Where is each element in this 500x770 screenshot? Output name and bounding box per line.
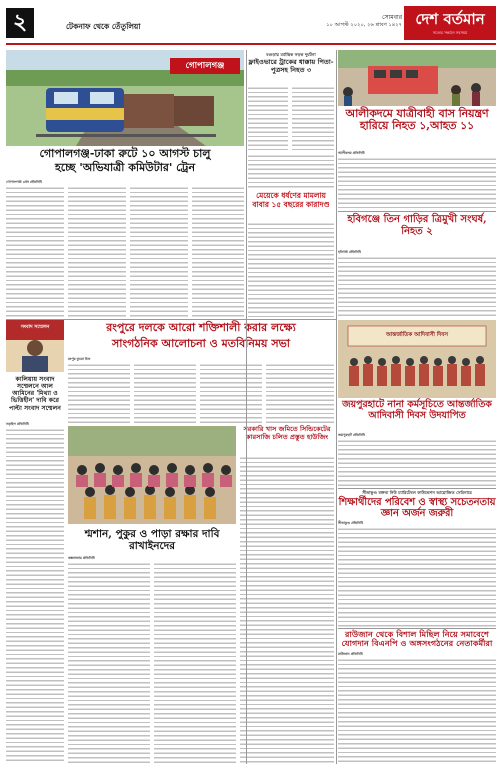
rangpur-body-col2 [134,363,196,423]
gopalganj-headline-2: হচ্ছে 'অভিযাত্রী কমিউটার' ট্রেন [54,161,196,174]
cremation-headline: শ্মশান, পুকুর ও পাড়া রক্ষার দাবি রাখাইনদের [84,528,220,553]
indigenous-day-photo [338,320,496,398]
education-body [338,527,496,627]
bogura-headline: ফ্লাইওভারে ট্রাকের ধাক্কায় পিতা-পুত্রসহ নিহত ৩ [248,58,334,74]
gopalganj-byline: গোপালগঞ্জ প্রেস প্রতিনিধি [6,180,42,184]
rakhine-protest-photo [68,426,236,524]
logo-tagline: সত্যের সন্ধানে সবসময় [432,30,468,35]
bogura-body-2 [292,86,334,150]
ration-headline: সরকারি খাস জমিতে সিন্ডিকেটের কারসাজি চলিত প্রস্তুত হাউজিং [243,425,331,441]
cremation-body-col2 [154,562,236,764]
issue-date: ১০ আগস্ট ২০২০, ২৬ শ্রাবণ ১৪২৭ [326,22,402,28]
raozan-body [338,658,496,764]
gopalganj-body-col1 [6,186,64,318]
education-kicker: সীতাকুণ্ড বক্তব্য নিউ চ্যারিটেবল ফাউন্ডেশন আয়োজিত সেমিনারে [362,490,472,495]
rangpur-body-col4 [266,363,334,423]
raozan-byline: রাউজান প্রতিনিধি [338,652,363,656]
raozan-headline: রাউজান থেকে বিশাল মিছিল নিয়ে সমাবেশে যোগদান বিএনপি ও অঙ্গসংগঠনের নেতাকর্মীরা [341,629,493,649]
education-headline: শিক্ষার্থীদের পরিবেশ ও স্বাস্থ্য সচেতনতায় জ্ঞান অর্জন জরুরী [338,497,496,520]
section-rule-1 [6,319,336,320]
masthead [0,0,500,48]
joypurhat-body [338,439,496,487]
rangpur-body-col3 [200,363,262,423]
indigenous-banner-text: আন্তর্জাতিক আদিবাসী দিবস [386,332,448,338]
rangpur-headline-1: রংপুরে দলকে আরো শক্তিশালী করার লক্ষ্যে [106,321,296,334]
gopalganj-body-col4 [192,186,244,318]
cremation-body-col1 [68,562,150,764]
journalist-headline: কালিয়ায় সংবাদ সম্মেলনে আল আমিনের 'মিথ্যা ও ভিত্তিহীন' দাবি করে পাল্টা সংবাদ সম্মেলন [9,376,61,412]
gopalganj-body-col2 [68,186,126,318]
page-number: ২ [6,8,34,38]
bogura-kicker: বগুড়ায় মর্মান্তিক সড়ক দুর্ঘটনা [266,52,316,57]
joypurhat-byline: জয়পুরহাট প্রতিনিধি [338,433,365,437]
joypurhat-headline: জয়পুরহাটে নানা কর্মসূচিতে আন্তর্জাতিক আদিবাসী দিবস উদযাপিত [342,399,492,421]
bogura-body [248,86,288,150]
logo-text: দেশ বর্তমান [415,10,485,28]
issue-day: সোমবার [382,14,402,21]
column-rule-2 [336,50,337,764]
molestation-body [248,222,334,318]
alikadam-byline: আলীকদম প্রতিনিধি [338,151,365,155]
protest-image [68,426,236,524]
rangpur-byline: রংপুর ব্যুরো চিফ [68,357,91,361]
rangpur-headline-2: সাংগঠনিক আলোচনা ও মতবিনিময় সভা [111,337,291,350]
newspaper-logo [404,6,496,40]
journalist-byline: নড়াইল প্রতিনিধি [6,422,29,426]
molestation-headline: মেয়েকে ধর্ষণের মামলায় বাবার ১৫ বছরের কারাদণ্ড [252,191,330,209]
ration-body [240,456,334,764]
section-rule-3 [338,488,496,489]
alikadam-headline: আলীকদমে যাত্রীবাহী বাস নিয়ন্ত্রণ হারিয়ে নিহত ১,আহত ১১ [345,107,489,133]
masthead-rule [6,43,496,45]
cremation-byline: কক্সবাজার প্রতিনিধি [68,556,95,560]
bus-accident-photo [338,50,496,106]
gopalganj-photo-label: গোপালগঞ্জ [170,58,240,74]
section-rule-2 [338,211,496,212]
rangpur-body-col1 [68,363,130,423]
journalist-body [6,428,64,764]
bus-image [338,50,496,106]
gopalganj-headline-1: গোপালগঞ্জ-ঢাকা রুটে ১০ আগস্ট চালু [39,147,211,160]
education-byline: সীতাকুণ্ড প্রতিনিধি [338,521,364,525]
bogura-continued [248,154,334,190]
section-label: টেকনাফ থেকে তেঁতুলিয়া [66,22,141,31]
habiganj-body [338,256,496,318]
habiganj-headline: হবিগঞ্জে তিন গাড়ির ত্রিমুখী সংঘর্ষ, নিহত ২ [347,214,487,237]
section-rule-4 [338,628,496,629]
gopalganj-body-col3 [130,186,188,318]
alikadam-body [338,157,496,209]
press-conference-label: সংবাদ সম্মেলন [20,325,50,330]
press-conference-photo [6,320,64,372]
habiganj-byline: হবিগঞ্জ প্রতিনিধি [338,250,361,254]
column-rule-1 [246,50,247,764]
